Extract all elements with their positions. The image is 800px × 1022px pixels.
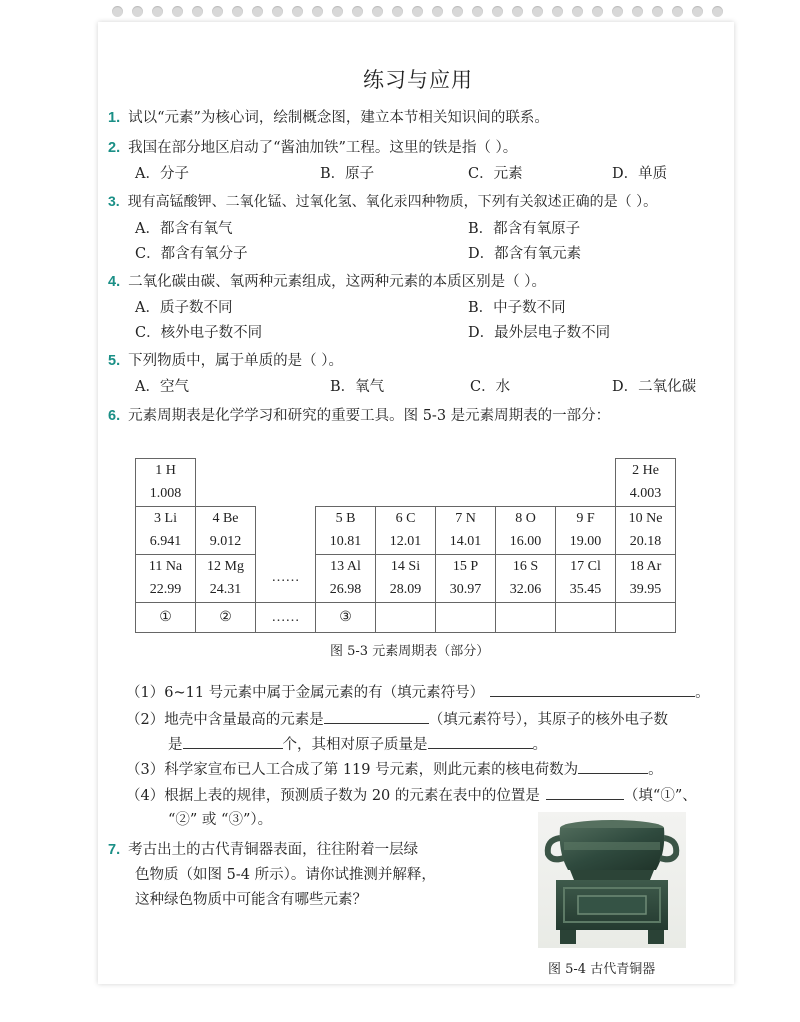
question-7: 7. 考古出土的古代青铜器表面，往往附着一层绿 bbox=[108, 842, 419, 858]
sub-question-2: （2）地壳中含量最高的元素是 （填元素符号），其原子的核外电子数 bbox=[126, 708, 668, 729]
binder-hole bbox=[712, 6, 723, 17]
binder-hole bbox=[352, 6, 363, 17]
q4-option-d: D．最外层电子数不同 bbox=[468, 325, 611, 341]
binder-hole bbox=[192, 6, 203, 17]
table-row bbox=[136, 555, 676, 579]
binder-hole bbox=[372, 6, 383, 17]
table-row bbox=[136, 507, 676, 531]
binder-hole bbox=[532, 6, 543, 17]
binder-holes bbox=[112, 6, 732, 20]
answer-blank[interactable] bbox=[546, 785, 624, 800]
cell-symbol: 9 F bbox=[556, 507, 616, 531]
cell-mass: 30.97 bbox=[436, 579, 496, 603]
binder-hole bbox=[272, 6, 283, 17]
q5-option-d: D．二氧化碳 bbox=[612, 379, 697, 395]
q2-option-c: C．元素 bbox=[468, 166, 523, 182]
table-row bbox=[136, 531, 676, 555]
q5-option-a: A．空气 bbox=[135, 379, 189, 395]
q2-option-d: D．单质 bbox=[612, 166, 668, 182]
binder-hole bbox=[112, 6, 123, 17]
binder-hole bbox=[292, 6, 303, 17]
bronze-vessel-icon bbox=[538, 812, 686, 948]
binder-hole bbox=[552, 6, 563, 17]
cell-symbol: 7 N bbox=[436, 507, 496, 531]
binder-hole bbox=[692, 6, 703, 17]
q4-option-b: B．中子数不同 bbox=[468, 300, 566, 316]
answer-blank[interactable] bbox=[428, 734, 533, 749]
binder-hole bbox=[572, 6, 583, 17]
binder-hole bbox=[232, 6, 243, 17]
question-1: 1. 试以“元素”为核心词，绘制概念图，建立本节相关知识间的联系。 bbox=[108, 110, 549, 126]
binder-hole bbox=[652, 6, 663, 17]
q3-option-d: D．都含有氧元素 bbox=[468, 246, 582, 262]
binder-hole bbox=[172, 6, 183, 17]
table-ellipsis: …… bbox=[256, 555, 316, 603]
q2-option-b: B．原子 bbox=[320, 166, 375, 182]
cell-symbol: 15 P bbox=[436, 555, 496, 579]
answer-blank[interactable] bbox=[490, 682, 695, 697]
q3-option-b: B．都含有氧原子 bbox=[468, 221, 581, 237]
cell-mass: 39.95 bbox=[616, 579, 676, 603]
cell-mass: 10.81 bbox=[316, 531, 376, 555]
periodic-table bbox=[135, 458, 676, 633]
q5-option-b: B．氧气 bbox=[330, 379, 385, 395]
question-3: 3. 现有高锰酸钾、二氧化锰、过氧化氢、氧化汞四种物质，下列有关叙述正确的是（ ）。 bbox=[108, 193, 658, 210]
sub-question-4-cont: “②” 或 “③”）。 bbox=[168, 812, 273, 828]
binder-hole bbox=[392, 6, 403, 17]
cell-symbol: 16 S bbox=[496, 555, 556, 579]
cell-symbol: 13 Al bbox=[316, 555, 376, 579]
cell-symbol: 8 O bbox=[496, 507, 556, 531]
table-row bbox=[136, 483, 676, 507]
sub-question-4: （4）根据上表的规律，预测质子数为 20 的元素在表中的位置是 （填“①”、 bbox=[126, 784, 697, 805]
answer-blank[interactable] bbox=[324, 709, 429, 724]
binder-hole bbox=[252, 6, 263, 17]
cell-symbol: 10 Ne bbox=[616, 507, 676, 531]
cell-symbol: 5 B bbox=[316, 507, 376, 531]
cell-mass: 22.99 bbox=[136, 579, 196, 603]
question-6: 6. 元素周期表是化学学习和研究的重要工具。图 5-3 是元素周期表的一部分： bbox=[108, 408, 611, 424]
binder-hole bbox=[452, 6, 463, 17]
question-2: 2. 我国在部分地区启动了“酱油加铁”工程。这里的铁是指（ ）。 bbox=[108, 140, 518, 156]
cell-mass: 16.00 bbox=[496, 531, 556, 555]
cell-h-mass: 1.008 bbox=[136, 483, 196, 507]
cell-he-mass: 4.003 bbox=[616, 483, 676, 507]
answer-blank[interactable] bbox=[183, 734, 283, 749]
question-4: 4. 二氧化碳由碳、氧两种元素组成，这两种元素的本质区别是（ ）。 bbox=[108, 274, 546, 290]
cell-he-symbol: 2 He bbox=[616, 459, 676, 483]
cell-mass: 24.31 bbox=[196, 579, 256, 603]
question-7-line-3: 这种绿色物质中可能含有哪些元素？ bbox=[135, 892, 367, 908]
cell-mass: 19.00 bbox=[556, 531, 616, 555]
binder-hole bbox=[212, 6, 223, 17]
cell-mass: 6.941 bbox=[136, 531, 196, 555]
position-marker-3: ③ bbox=[316, 603, 376, 633]
table-row bbox=[136, 579, 676, 603]
cell-mass: 14.01 bbox=[436, 531, 496, 555]
q4-option-a: A．质子数不同 bbox=[135, 300, 233, 316]
cell-symbol: 4 Be bbox=[196, 507, 256, 531]
page-title: 练习与应用 bbox=[363, 68, 473, 92]
binder-hole bbox=[312, 6, 323, 17]
cell-mass: 26.98 bbox=[316, 579, 376, 603]
cell-mass: 28.09 bbox=[376, 579, 436, 603]
binder-hole bbox=[592, 6, 603, 17]
cell-h-symbol: 1 H bbox=[136, 459, 196, 483]
table-row bbox=[136, 603, 676, 633]
cell-symbol: 11 Na bbox=[136, 555, 196, 579]
binder-hole bbox=[672, 6, 683, 17]
cell-mass: 32.06 bbox=[496, 579, 556, 603]
binder-hole bbox=[152, 6, 163, 17]
binder-hole bbox=[412, 6, 423, 17]
binder-hole bbox=[432, 6, 443, 17]
figure-5-3-caption: 图 5-3 元素周期表（部分） bbox=[330, 644, 490, 659]
position-marker-1: ① bbox=[136, 603, 196, 633]
question-7-line-2: 色物质（如图 5-4 所示）。请你试推测并解释， bbox=[135, 867, 436, 883]
cell-symbol: 18 Ar bbox=[616, 555, 676, 579]
cell-symbol: 3 Li bbox=[136, 507, 196, 531]
q3-option-c: C．都含有氧分子 bbox=[135, 246, 248, 262]
binder-hole bbox=[612, 6, 623, 17]
answer-blank[interactable] bbox=[578, 759, 648, 774]
binder-hole bbox=[512, 6, 523, 17]
cell-mass: 9.012 bbox=[196, 531, 256, 555]
q3-option-a: A．都含有氧气 bbox=[135, 221, 233, 237]
question-5: 5. 下列物质中，属于单质的是（ ）。 bbox=[108, 353, 343, 369]
q4-option-c: C．核外电子数不同 bbox=[135, 325, 263, 341]
binder-hole bbox=[472, 6, 483, 17]
cell-mass: 35.45 bbox=[556, 579, 616, 603]
cell-symbol: 17 Cl bbox=[556, 555, 616, 579]
figure-5-4-caption: 图 5-4 古代青铜器 bbox=[548, 962, 656, 977]
cell-mass: 12.01 bbox=[376, 531, 436, 555]
q2-option-a: A．分子 bbox=[135, 166, 189, 182]
sub-question-2-cont: 是 个，其相对原子质量是 。 bbox=[168, 733, 547, 754]
sub-question-1: （1）6~11 号元素中属于金属元素的有（填元素符号） 。 bbox=[126, 681, 710, 702]
table-row bbox=[136, 459, 676, 483]
cell-symbol: 14 Si bbox=[376, 555, 436, 579]
position-marker-2: ② bbox=[196, 603, 256, 633]
bronze-vessel-photo bbox=[538, 812, 686, 948]
cell-symbol: 6 C bbox=[376, 507, 436, 531]
binder-hole bbox=[632, 6, 643, 17]
cell-mass: 20.18 bbox=[616, 531, 676, 555]
q5-option-c: C．水 bbox=[470, 379, 511, 395]
sub-question-3: （3）科学家宣布已人工合成了第 119 号元素，则此元素的核电荷数为 。 bbox=[126, 758, 663, 779]
binder-hole bbox=[492, 6, 503, 17]
table-ellipsis: …… bbox=[256, 603, 316, 633]
binder-hole bbox=[332, 6, 343, 17]
cell-symbol: 12 Mg bbox=[196, 555, 256, 579]
binder-hole bbox=[132, 6, 143, 17]
